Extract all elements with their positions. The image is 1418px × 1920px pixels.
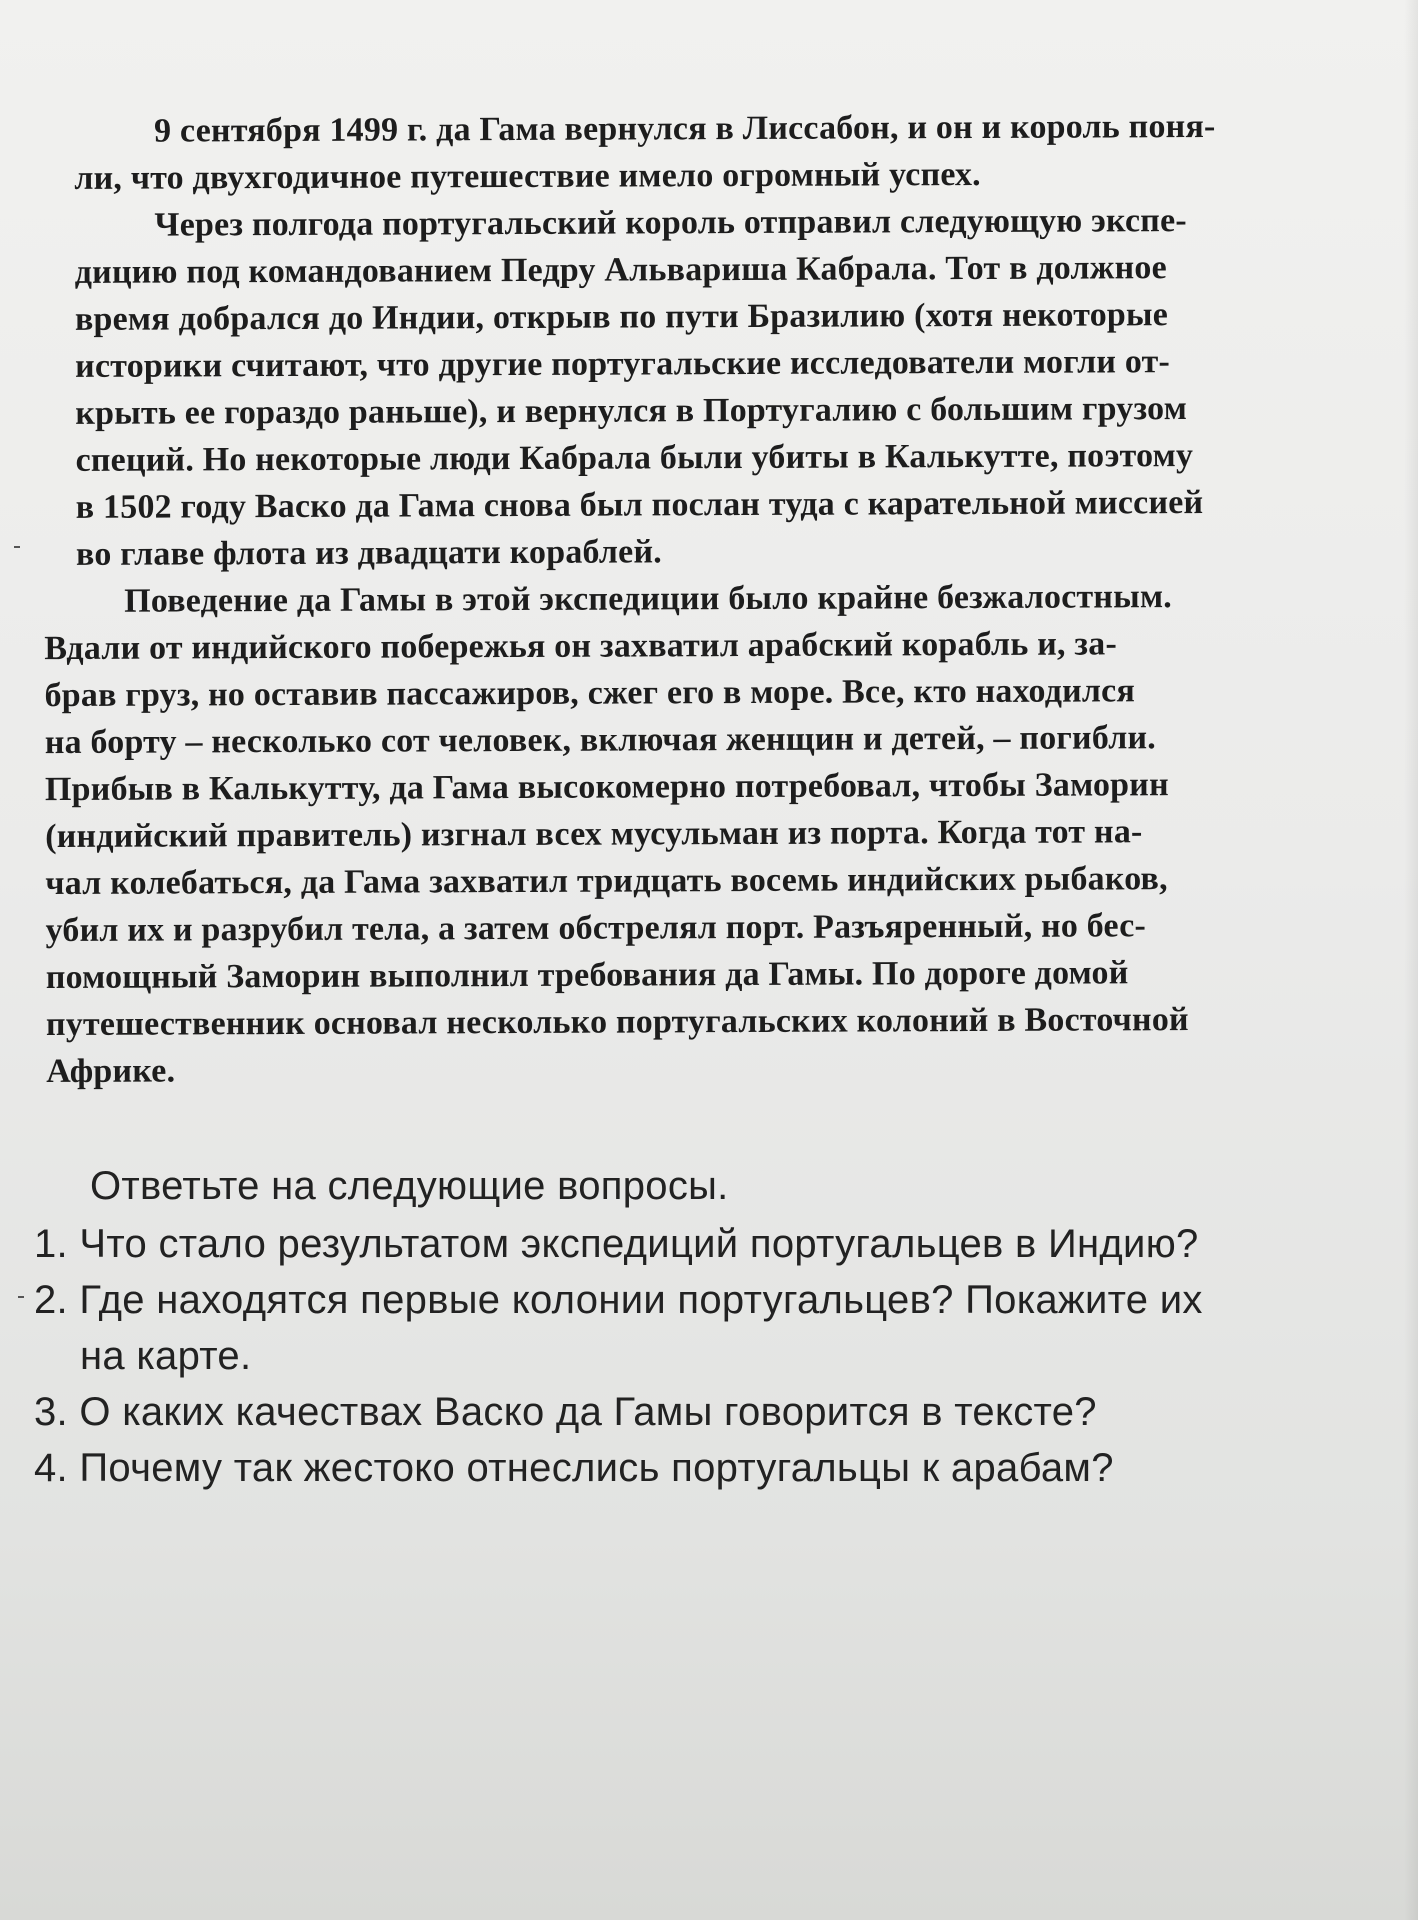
text-line: брав груз, но оставив пассажиров, сжег его в море. Все, кто находился — [44, 672, 1136, 715]
text-line: дицию под командованием Педру Альвариша Кабрала. Тот в должное — [74, 249, 1167, 291]
question-item: 2. Где находятся первые колонии португальцев? Покажите их — [34, 1278, 1203, 1322]
text-line: путешественник основал несколько португальских колоний в Восточной — [45, 1001, 1189, 1044]
text-line: во главе флота из двадцати кораблей. — [75, 533, 662, 573]
text-line: крыть ее гораздо раньше), и вернулся в Португалию с большим грузом — [75, 390, 1188, 432]
text-line: Вдали от индийского побережья он захватил арабский корабль и, за- — [44, 625, 1118, 668]
text-line: время добрался до Индии, открыв по пути Бразилию (хотя некоторые — [74, 296, 1169, 338]
text-line: историки считают, что другие португальские исследователи могли от- — [75, 343, 1171, 385]
text-line: специй. Но некоторые люди Кабрала были убиты в Калькутте, поэтому — [75, 437, 1194, 479]
text-line: на борту – несколько сот человек, включая женщин и детей, – погибли. — [44, 719, 1157, 762]
text-line: (индийский правитель) изгнал всех мусульман из порта. Когда тот на- — [45, 813, 1143, 856]
main-text — [44, 102, 1418, 1095]
text-line: 9 сентября 1499 г. да Гама вернулся в Лиссабон, и он и король поня- — [154, 107, 1216, 150]
text-line: Через полгода португальский король отправил следующую экспе- — [154, 202, 1187, 244]
text-line: Поведение да Гамы в этой экспедиции было крайне безжалостным. — [124, 578, 1173, 620]
question-item: 4. Почему так жестоко отнеслись португальцы к арабам? — [34, 1446, 1114, 1490]
questions-heading: Ответьте на следующие вопросы. — [90, 1164, 729, 1208]
question-item: 1. Что стало результатом экспедиций португальцев в Индию? — [34, 1222, 1199, 1266]
text-line: ли, что двухгодичное путешествие имело огромный успех. — [74, 155, 981, 197]
question-item-continuation: на карте. — [80, 1334, 252, 1378]
pencil-mark — [14, 546, 20, 548]
text-line: чал колебаться, да Гама захватил тридцать восемь индийских рыбаков, — [45, 860, 1168, 903]
paragraph-1 — [74, 102, 1418, 202]
questions-section — [34, 1158, 1374, 1496]
paragraph-3 — [44, 572, 1418, 1095]
pencil-mark — [18, 1296, 24, 1298]
text-line: помощный Заморин выполнил требования да Гамы. По дороге домой — [45, 954, 1129, 997]
text-line: убил их и разрубил тела, а затем обстрелял порт. Разъяренный, но бес- — [45, 907, 1147, 950]
text-line: в 1502 году Васко да Гама снова был послан туда с карательной миссией — [75, 484, 1204, 526]
text-line: Африке. — [46, 1052, 176, 1091]
question-item: 3. О каких качествах Васко да Гамы говорится в тексте? — [34, 1390, 1097, 1434]
paragraph-2 — [74, 196, 1418, 578]
text-line: Прибыв в Калькутту, да Гама высокомерно потребовал, чтобы Заморин — [44, 766, 1169, 809]
